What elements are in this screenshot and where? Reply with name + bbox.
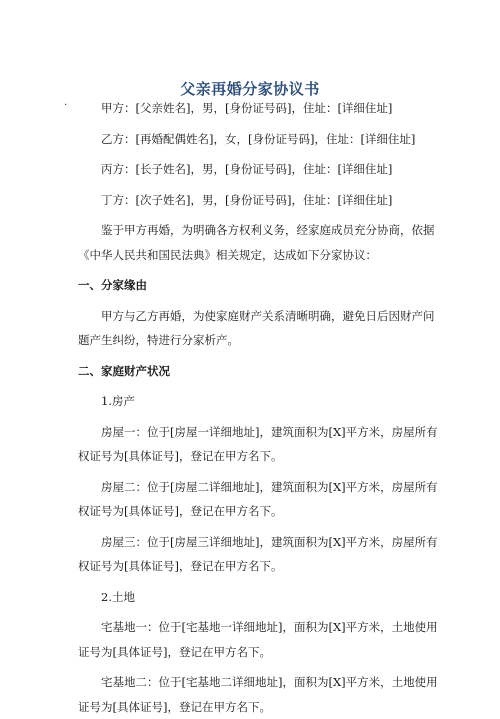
intro-paragraph: 鉴于甲方再婚，为明确各方权利义务，经家庭成员充分协商，依据《中华人民共和国民法典》相关规定，达成如下分家协议：	[78, 223, 435, 262]
land-2: 宅基地二：位于[宅基地二详细地址]，面积为[X]平方米，土地使用证号为[具体证号]，登记在甲方名下。	[78, 675, 438, 714]
document-title: 父亲再婚分家协议书	[180, 80, 320, 98]
party-a: 甲方：[父亲姓名]，男，[身份证号码]，住址：[详细住址]	[101, 101, 393, 115]
house-3: 房屋三：位于[房屋三详细地址]，建筑面积为[X]平方米，房屋所有权证号为[具体证号]，登记在甲方名下。	[78, 534, 438, 573]
subsection-land-label: 2.土地	[101, 589, 135, 604]
party-c: 丙方：[长子姓名]，男，[身份证号码]，住址：[详细住址]	[101, 162, 393, 176]
party-b: 乙方：[再婚配偶姓名]，女，[身份证号码]，住址：[详细住址]	[101, 131, 416, 146]
land-1: 宅基地一：位于[宅基地一详细地址]，面积为[X]平方米，土地使用证号为[具体证号]，登记在甲方名下。	[78, 620, 438, 659]
section-2-heading: 二、家庭财产状况	[78, 363, 170, 378]
house-1: 房屋一：位于[房屋一详细地址]，建筑面积为[X]平方米，房屋所有权证号为[具体证号]，登记在甲方名下。	[78, 424, 438, 463]
subsection-house-label: 1.房产	[101, 394, 135, 408]
document-body	[78, 96, 438, 719]
section-1-text: 甲方与乙方再婚，为使家庭财产关系清晰明确，避免日后因财产问题产生纠纷，特进行分家析产。	[78, 308, 435, 347]
bullet-mark: ·	[64, 100, 68, 111]
house-2: 房屋二：位于[房屋二详细地址]，建筑面积为[X]平方米，房屋所有权证号为[具体证号]，登记在甲方名下。	[78, 479, 438, 518]
section-1-heading: 一、分家缘由	[78, 278, 147, 292]
party-d: 丁方：[次子姓名]，男，[身份证号码]，住址：[详细住址]	[101, 192, 393, 207]
